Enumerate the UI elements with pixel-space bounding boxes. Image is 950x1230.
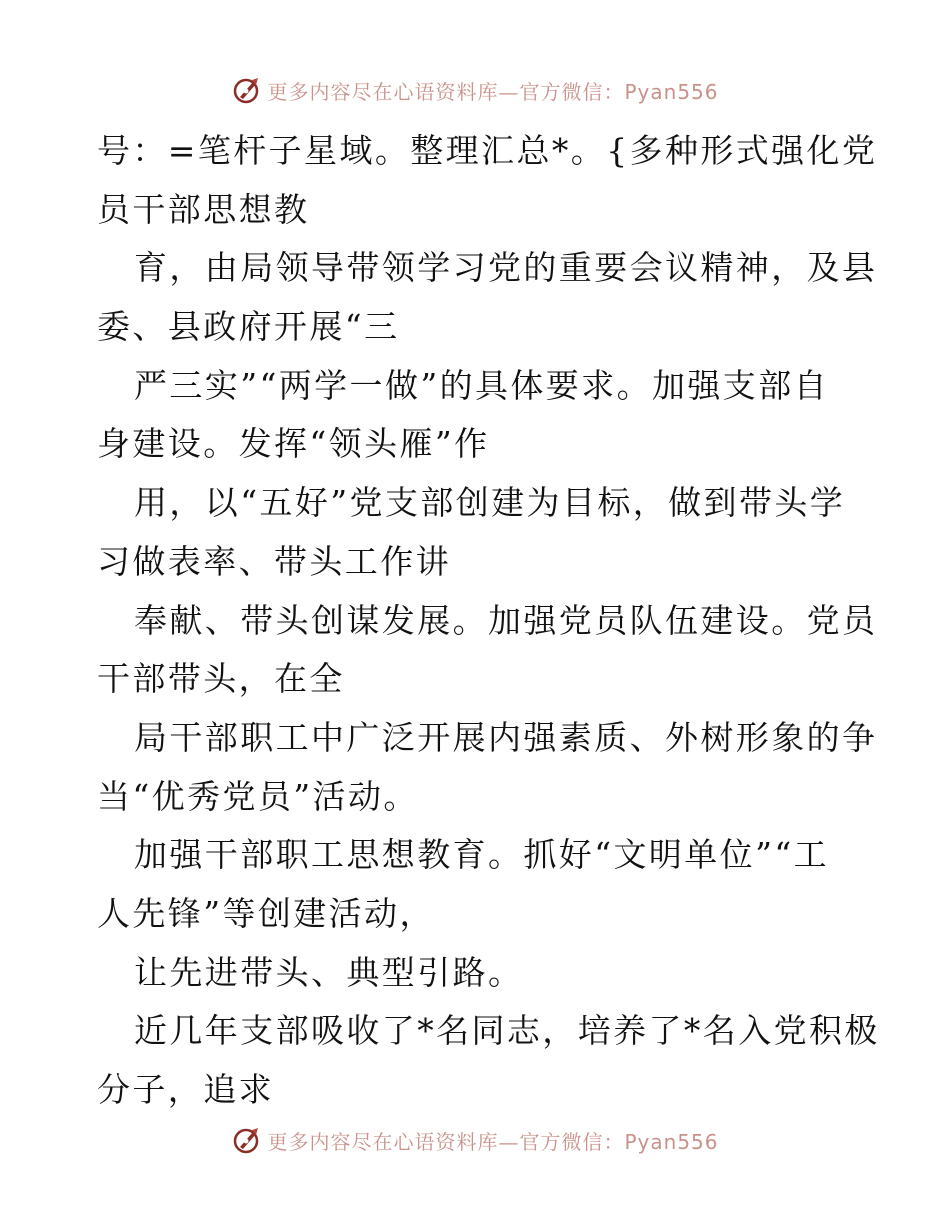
text-line: 局干部职工中广泛开展内强素质、外树形象的争 [134,717,878,757]
wechat-id: Pyan556 [624,79,719,104]
text-line: 育，由局领导带领学习党的重要会议精神，及县 [134,248,878,288]
text-line: 委、县政府开展“三 [97,307,400,347]
text-line: 分子，追求 [97,1070,274,1109]
text-line: 加强干部职工思想教育。抓好“文明单位”“工 [134,835,830,875]
text-line: 严三实”“两学一做”的具体要求。加强支部自 [134,365,830,405]
header-watermark-banner [0,70,950,110]
footer-watermark-banner [0,1120,950,1160]
text-line: 干部带头，在全 [97,659,345,699]
text-line: 习做表率、带头工作讲 [97,541,451,581]
text-line: 当“优秀党员”活动。 [97,776,419,816]
watermark-text: 更多内容尽在心语资料库—官方微信： [267,1129,625,1154]
quill-pen-logo-icon [231,75,261,105]
text-line: 近几年支部吸收了*名同志，培养了*名入党积极 [134,1011,880,1051]
text-line: 让先进带头、典型引路。 [134,952,524,992]
text-line: 员干部思想教 [97,189,310,229]
watermark-text: 更多内容尽在心语资料库—官方微信： [267,79,625,104]
text-line: 奉献、带头创谋发展。加强党员队伍建设。党员 [134,600,878,640]
text-line: 用，以“五好”党支部创建为目标，做到带头学 [134,483,846,523]
text-line: 身建设。发挥“领头雁”作 [97,424,490,464]
text-line: 号：=笔杆子星域。整理汇总*。{多种形式强化党 [97,131,878,170]
quill-pen-logo-icon [231,1125,261,1155]
document-body [97,122,880,1120]
wechat-id: Pyan556 [624,1129,719,1154]
text-line: 人先锋”等创建活动， [97,893,435,933]
